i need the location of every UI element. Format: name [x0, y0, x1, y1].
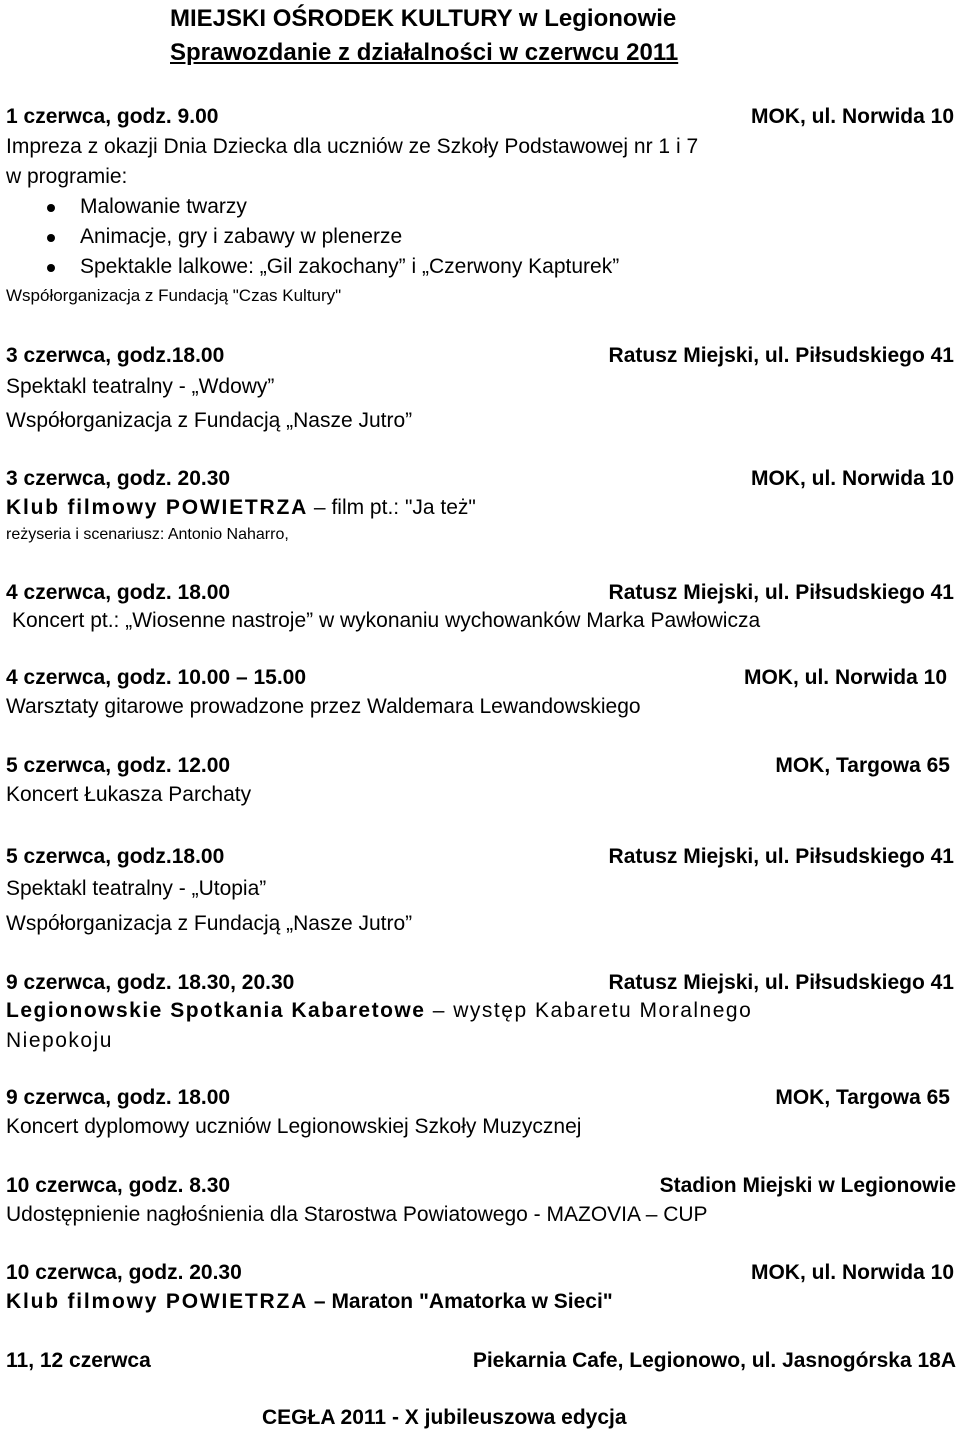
series-name: Legionowskie Spotkania Kabaretowe: [6, 999, 426, 1022]
club-name: Klub filmowy POWIETRZA: [6, 1290, 309, 1313]
event-date: 9 czerwca, godz. 18.00: [6, 1086, 231, 1109]
event-place: MOK, ul. Norwida 10: [750, 1261, 954, 1284]
event-description: Impreza z okazji Dnia Dziecka dla uczniów ze Szkoły Podstawowej nr 1 i 7: [6, 135, 699, 158]
event-date: 4 czerwca, godz. 10.00 – 15.00: [6, 666, 307, 689]
event-description: Koncert Łukasza Parchaty: [6, 783, 252, 806]
event-description: Udostępnienie nagłośnienia dla Starostwa Powiatowego - MAZOVIA – CUP: [6, 1203, 708, 1226]
event-description-line2: Niepokoju: [6, 1029, 113, 1052]
event-place: Stadion Miejski w Legionowie: [659, 1174, 956, 1197]
film-title: – film pt.: "Ja też": [308, 496, 476, 519]
event-place: MOK, ul. Norwida 10: [750, 467, 954, 490]
event-date: 11, 12 czerwca: [6, 1349, 151, 1372]
event-description: Koncert dyplomowy uczniów Legionowskiej Szkoły Muzycznej: [6, 1115, 582, 1138]
event-place: MOK, Targowa 65: [775, 1086, 950, 1109]
event-date: 1 czerwca, godz. 9.00: [6, 105, 219, 128]
event-description: Spektakl teatralny - „Utopia”: [6, 877, 267, 900]
event-note: Współorganizacja z Fundacją „Nasze Jutro”: [6, 912, 413, 935]
list-item: Animacje, gry i zabawy w plenerze: [80, 225, 403, 248]
event-description: [6, 497, 476, 518]
event-date: 5 czerwca, godz.18.00: [6, 845, 225, 868]
event-place: MOK, ul. Norwida 10: [750, 105, 954, 128]
event-date: 9 czerwca, godz. 18.30, 20.30: [6, 971, 295, 994]
bullet-icon: [47, 264, 55, 272]
event-date: 5 czerwca, godz. 12.00: [6, 754, 231, 777]
event-place: Ratusz Miejski, ul. Piłsudskiego 41: [608, 971, 954, 994]
club-name: Klub filmowy POWIETRZA: [6, 496, 309, 519]
event-place: Ratusz Miejski, ul. Piłsudskiego 41: [608, 845, 954, 868]
event-date: 3 czerwca, godz. 20.30: [6, 467, 231, 490]
bullet-icon: [47, 234, 55, 242]
document-subtitle: Sprawozdanie z działalności w czerwcu 2011: [170, 39, 679, 66]
event-footer-title: CEGŁA 2011 - X jubileuszowa edycja: [262, 1406, 627, 1429]
event-date: 4 czerwca, godz. 18.00: [6, 581, 231, 604]
event-description-line2: w programie:: [6, 165, 128, 188]
event-place: MOK, Targowa 65: [775, 754, 950, 777]
list-item: Spektakle lalkowe: „Gil zakochany” i „Czerwony Kapturek”: [80, 255, 620, 278]
film-title: – Maraton "Amatorka w Sieci": [308, 1290, 613, 1313]
event-place: Ratusz Miejski, ul. Piłsudskiego 41: [608, 581, 954, 604]
event-description: [6, 1291, 613, 1312]
event-place: Ratusz Miejski, ul. Piłsudskiego 41: [608, 344, 954, 367]
event-date: 3 czerwca, godz.18.00: [6, 344, 225, 367]
event-note: Współorganizacja z Fundacją „Nasze Jutro”: [6, 409, 413, 432]
event-description: [6, 1000, 752, 1021]
event-date: 10 czerwca, godz. 20.30: [6, 1261, 242, 1284]
event-place: MOK, ul. Norwida 10: [743, 666, 947, 689]
event-place: Piekarnia Cafe, Legionowo, ul. Jasnogórska 18A: [472, 1349, 956, 1372]
document-title: MIEJSKI OŚRODEK KULTURY w Legionowie: [170, 5, 677, 32]
event-description: Warsztaty gitarowe prowadzone przez Waldemara Lewandowskiego: [6, 695, 641, 718]
bullet-icon: [47, 204, 55, 212]
event-date: 10 czerwca, godz. 8.30: [6, 1174, 231, 1197]
list-item: Malowanie twarzy: [80, 195, 247, 218]
event-description: Spektakl teatralny - „Wdowy”: [6, 375, 275, 398]
event-credits: reżyseria i scenariusz: Antonio Naharro,: [6, 526, 289, 543]
event-detail: – występ Kabaretu Moralnego: [425, 999, 753, 1022]
event-note: Współorganizacja z Fundacją "Czas Kultury": [6, 286, 342, 305]
event-description: Koncert pt.: „Wiosenne nastroje” w wykonaniu wychowanków Marka Pawłowicza: [12, 609, 761, 632]
